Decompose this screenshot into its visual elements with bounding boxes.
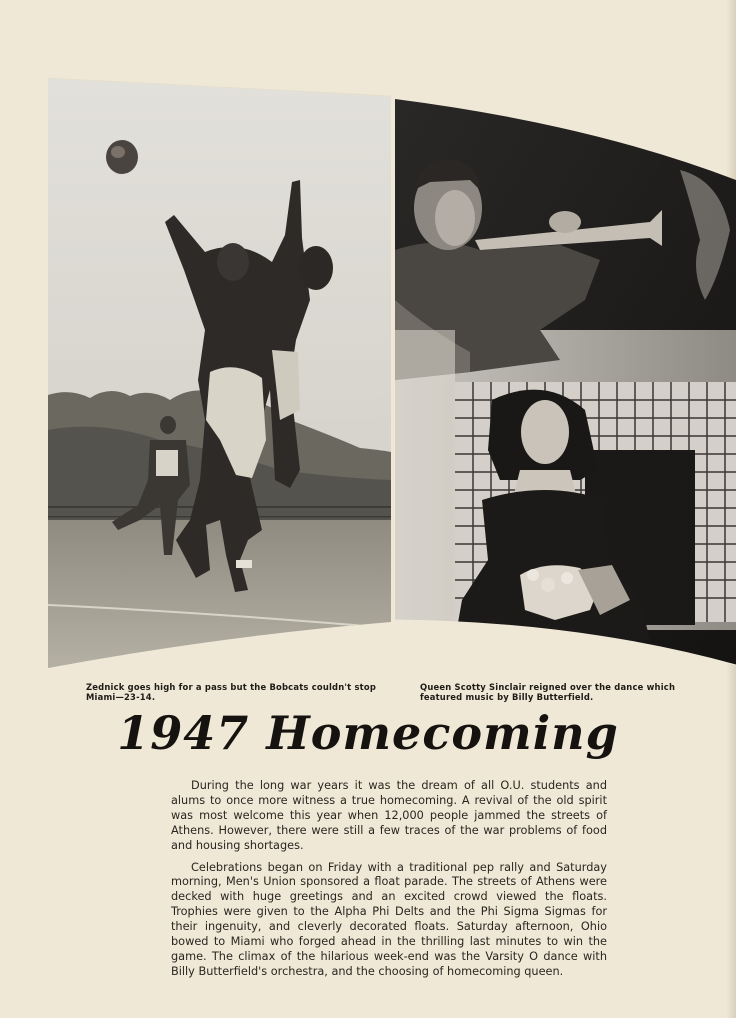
caption-queen: Queen Scotty Sinclair reigned over the dance which featured music by Billy Butterfield. [420,682,676,702]
football-photo [48,78,391,680]
page-title: 1947 Homecoming [117,706,619,760]
paragraph: Celebrations began on Friday with a traditional pep rally and Saturday morning, Men's Union sponsored a float parade. The streets of Athens were decked with huge greetings and an excited crowd viewed the floats. Trophies were given to the Alpha Phi Delts and the Phi Sigma Sigmas for their ingenuity, and cleverly decorated floats. Saturday afternoon, Ohio bowed to Miami who forged ahead in the thrilling last minutes to win the game. The climax of the hilarious week-end was the Varsity O dance with Billy Butterfield's orchestra, and the choosing of homecoming queen. [171,860,607,978]
dance-photo [395,99,736,665]
article-body [171,779,607,987]
paragraph: During the long war years it was the dream of all O.U. students and alums to once more witness a true homecoming. A revival of the old spirit was most welcome this year when 12,000 people jammed the streets of Athens. However, there were still a few traces of the war problems of food and housing shortages. [171,779,607,852]
caption-football: Zednick goes high for a pass but the Bobcats couldn't stop Miami—23-14. [86,682,377,702]
